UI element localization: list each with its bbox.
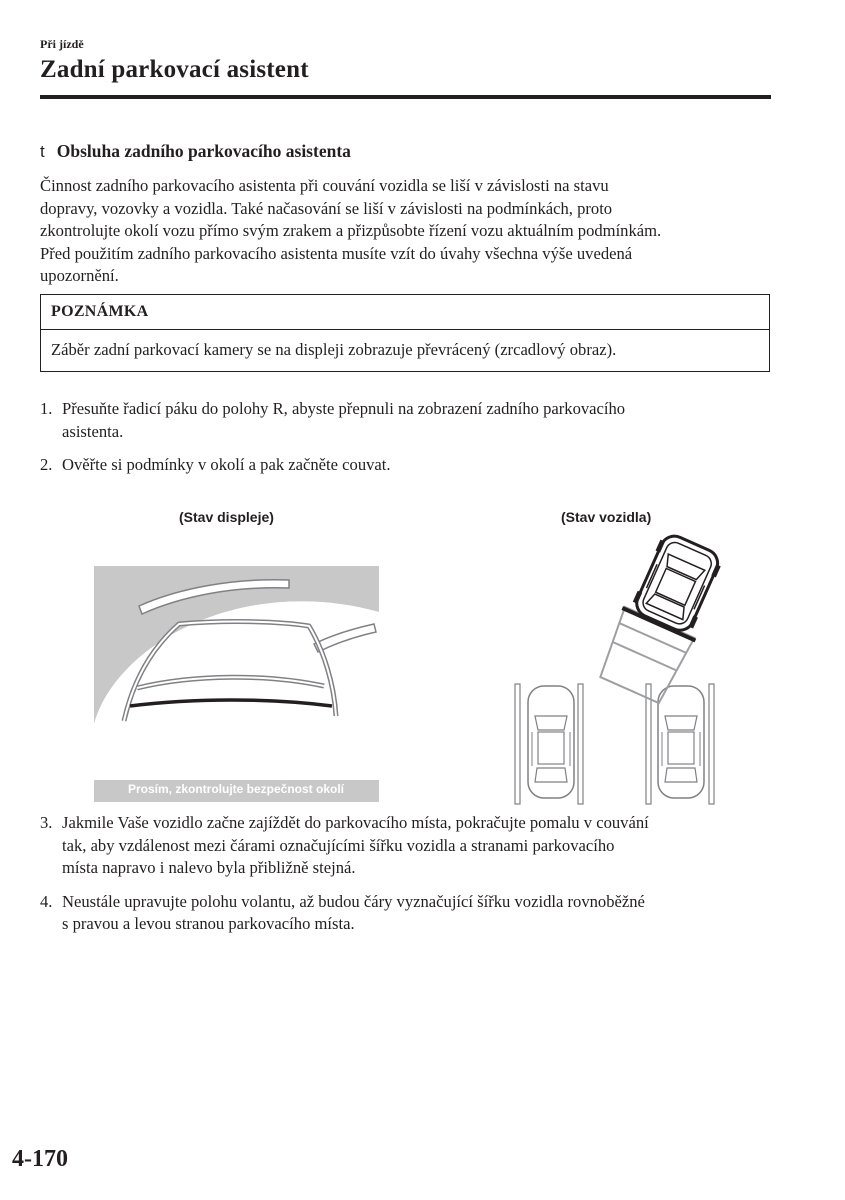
steps-list-b	[40, 812, 780, 936]
step-number: 4.	[40, 891, 53, 911]
step-number: 1.	[40, 399, 53, 418]
page-number: 4-170	[12, 1146, 68, 1172]
title-rule	[40, 95, 771, 99]
step-line: Neustále upravujte polohu volantu, až budou čáry vyznačující šířku vozidla rovnoběžné	[62, 891, 645, 911]
subheading	[40, 141, 351, 162]
intro-line: Před použitím zadního parkovacího asistenta musíte vzít do úvahy všechna výše uvedená	[40, 243, 633, 263]
parked-car-left	[528, 686, 574, 798]
camera-display-illustration	[94, 566, 379, 802]
step-item	[40, 891, 780, 936]
display-message: Prosím, zkontrolujte bezpečnost okolí	[127, 782, 345, 796]
step-item	[40, 454, 780, 477]
intro-line: dopravy, vozovky a vozidla. Také načasování se liší v závislosti na podmínkách, proto	[40, 198, 613, 218]
step-line: Ověřte si podmínky v okolí a pak začněte couvat.	[62, 455, 391, 475]
intro-line: zkontrolujte okolí vozu přímo svým zrakem a přizpůsobte řízení vozu aktuálním podmínkám.	[40, 221, 662, 241]
vehicle-state-illustration	[510, 534, 725, 806]
note-header	[41, 295, 769, 330]
step-line: Jakmile Vaše vozidlo začne zajíždět do parkovacího místa, pokračujte pomalu v couvání	[62, 813, 649, 832]
intro-line: upozornění.	[40, 266, 119, 286]
step-item	[40, 398, 780, 443]
step-line: s pravou a levou stranou parkovacího místa.	[62, 914, 355, 934]
caption-vehicle-state: (Stav vozidla)	[561, 509, 652, 525]
section-label: Při jízdě	[40, 37, 84, 51]
step-line: Přesuňte řadicí páku do polohy R, abyste přepnuli na zobrazení zadního parkovacího	[62, 399, 626, 418]
note-heading: POZNÁMKA	[51, 303, 149, 320]
steps-list-a	[40, 398, 780, 477]
page-title: Zadní parkovací asistent	[40, 56, 309, 83]
caption-display-state: (Stav displeje)	[179, 509, 274, 525]
step-line: místa napravo i nalevo byla přibližně stejná.	[62, 858, 356, 878]
note-box	[40, 294, 770, 372]
step-line: asistenta.	[62, 421, 124, 441]
note-text: Záběr zadní parkovací kamery se na displeji zobrazuje převrácený (zrcadlový obraz).	[51, 340, 617, 359]
bullet-marker: t	[40, 142, 45, 161]
subheading-text: Obsluha zadního parkovacího asistenta	[56, 141, 351, 161]
step-number: 2.	[40, 455, 53, 475]
step-line: tak, aby vzdálenost mezi čárami označujícími šířku vozidla a stranami parkovacího	[62, 835, 615, 855]
intro-line: Činnost zadního parkovacího asistenta při couvání vozidla se liší v závislosti na stavu	[40, 176, 609, 195]
step-item	[40, 812, 780, 880]
step-number: 3.	[40, 813, 53, 832]
intro-paragraph	[40, 175, 775, 288]
reversing-car	[630, 534, 725, 636]
parked-car-right	[658, 686, 704, 798]
